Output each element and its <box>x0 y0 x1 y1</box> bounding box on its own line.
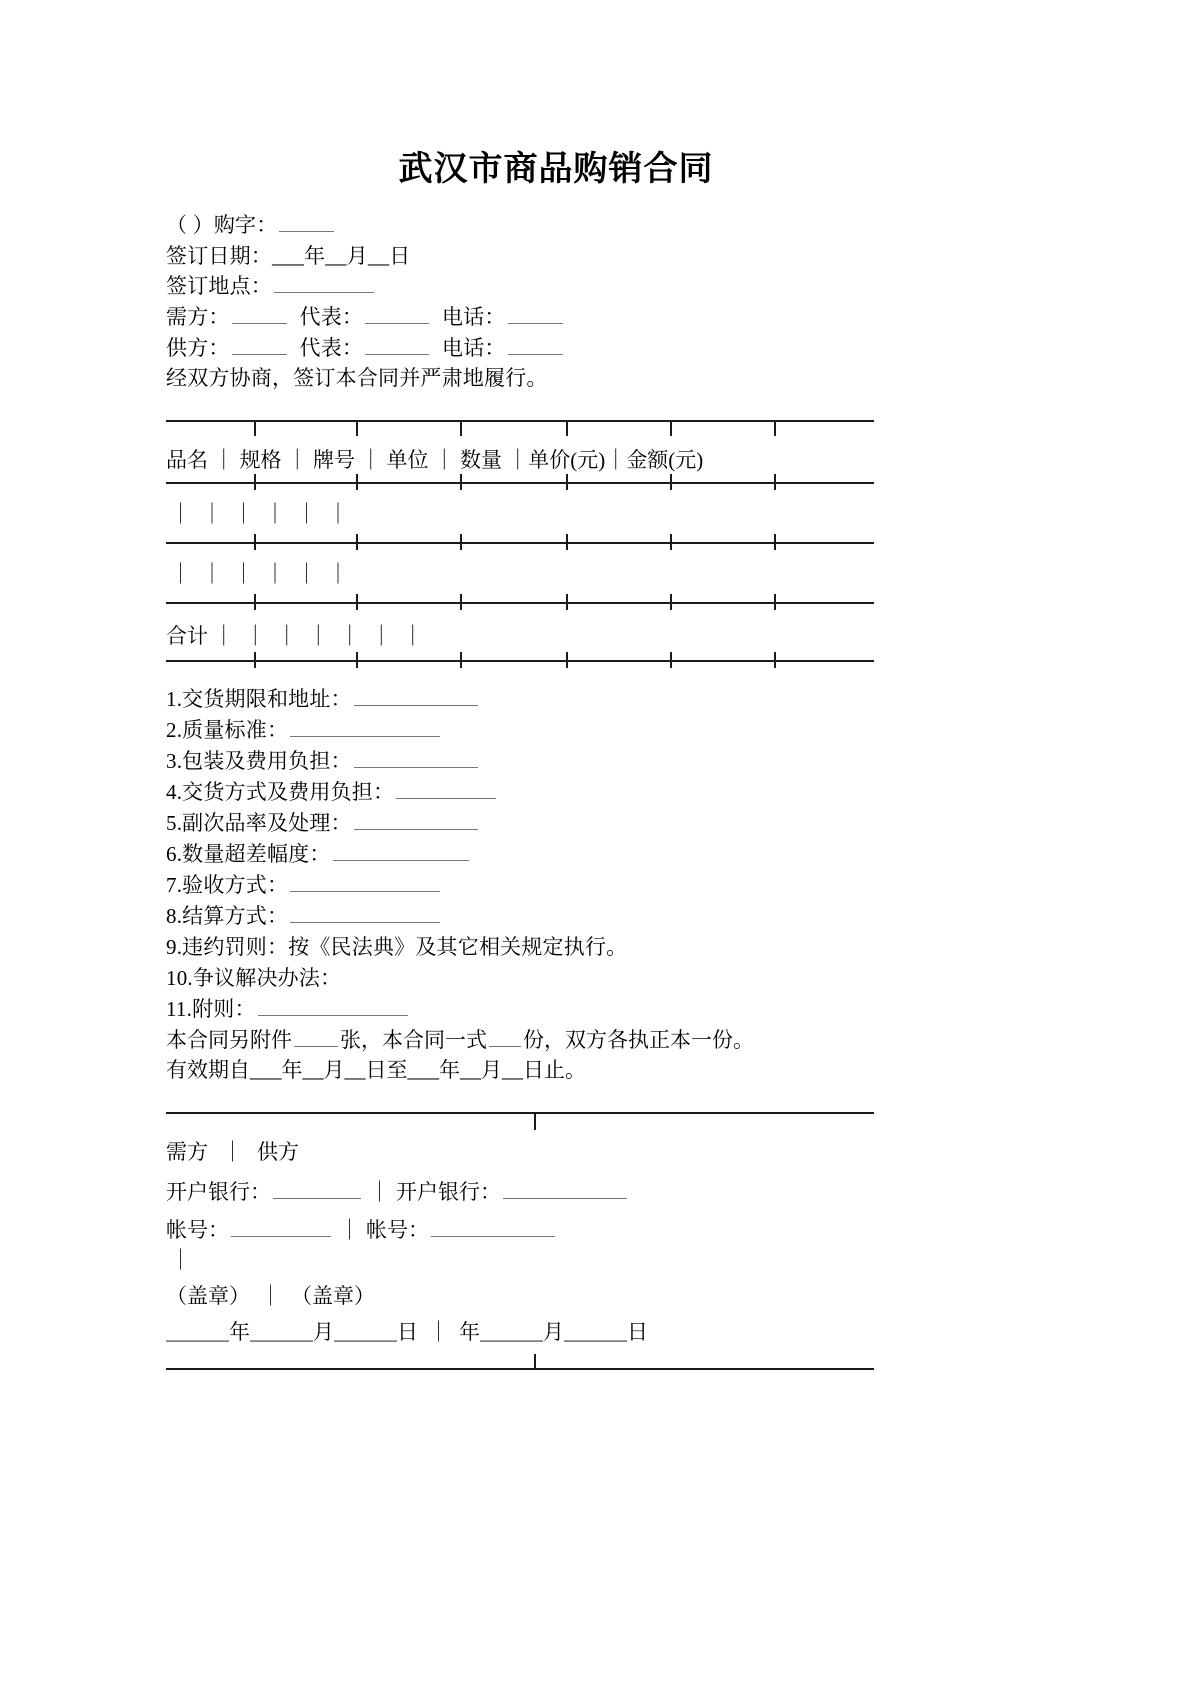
table-tick <box>460 420 462 436</box>
buyer-account-blank[interactable] <box>231 1218 331 1237</box>
term-number: 8. <box>166 903 183 928</box>
buyer-phone-label: 电话： <box>442 304 506 329</box>
table-tick <box>670 652 672 668</box>
spacer <box>431 336 442 360</box>
table-tick <box>566 420 568 436</box>
contract-terms <box>166 684 1046 1025</box>
spacer <box>289 336 300 360</box>
table-tick <box>460 594 462 610</box>
buyer-row <box>166 302 1046 333</box>
table-tick <box>566 652 568 668</box>
account-divider: ｜ <box>339 1217 360 1242</box>
term-label: 争议解决办法： <box>192 965 342 990</box>
seller-row <box>166 333 1046 364</box>
term-blank[interactable] <box>354 687 478 706</box>
spacer <box>289 305 300 329</box>
seller-label: 供方： <box>166 335 230 360</box>
term-item <box>166 746 1046 777</box>
signature-parties-row <box>166 1139 299 1164</box>
term-item <box>166 994 1046 1025</box>
seller-bank-blank[interactable] <box>503 1180 627 1199</box>
seller-date[interactable]: 年＿＿＿月＿＿＿日 <box>459 1319 648 1344</box>
attachments-suffix: 份，双方各执正本一份。 <box>523 1027 754 1052</box>
term-blank[interactable] <box>290 718 440 737</box>
bank-divider: ｜ <box>369 1179 390 1204</box>
sign-place-blank[interactable] <box>274 274 374 293</box>
table-tick <box>254 420 256 436</box>
sign-date-row <box>166 241 1046 272</box>
seller-rep-label: 代表： <box>299 335 364 360</box>
signature-rule-bottom <box>166 1368 874 1370</box>
term-label: 包装及费用负担： <box>182 748 352 773</box>
table-tick <box>254 534 256 550</box>
term-label: 交货期限和地址： <box>182 686 352 711</box>
table-tick <box>566 474 568 490</box>
table-tick <box>254 474 256 490</box>
table-rule-bottom <box>166 660 874 662</box>
table-tick <box>670 534 672 550</box>
table-tick <box>356 594 358 610</box>
table-tick <box>460 534 462 550</box>
term-item <box>166 808 1046 839</box>
table-tick <box>566 594 568 610</box>
term-blank[interactable] <box>333 842 469 861</box>
buyer-date[interactable]: ＿＿＿年＿＿＿月＿＿＿日 <box>166 1319 418 1344</box>
table-tick <box>774 474 776 490</box>
seller-phone-label: 电话： <box>442 335 506 360</box>
term-label: 附则： <box>192 996 256 1021</box>
table-row[interactable]: ｜ ｜ ｜ ｜ ｜ ｜ <box>170 561 349 586</box>
term-number: 4. <box>166 779 183 804</box>
term-blank[interactable] <box>258 997 408 1016</box>
contract-number-label: （ ）购字： <box>166 213 278 238</box>
term-blank[interactable] <box>354 811 478 830</box>
sign-date-value[interactable]: ___年__月__日 <box>272 243 411 268</box>
attachments-paragraph <box>166 1025 1046 1056</box>
term-blank[interactable] <box>354 749 478 768</box>
attachments-prefix: 本合同另附件 <box>166 1027 292 1052</box>
buyer-rep-label: 代表： <box>299 304 364 329</box>
table-tick <box>254 594 256 610</box>
table-tick <box>774 420 776 436</box>
lone-divider: ｜ <box>170 1247 191 1272</box>
buyer-phone-blank[interactable] <box>508 305 563 324</box>
signature-seal-row <box>166 1283 375 1308</box>
table-tick <box>670 420 672 436</box>
copies-count-blank[interactable] <box>489 1028 521 1047</box>
term-item <box>166 901 1046 932</box>
contract-number-row <box>166 210 1046 241</box>
term-number: 1. <box>166 686 183 711</box>
table-tick <box>774 652 776 668</box>
signature-divider-tick <box>534 1114 536 1130</box>
table-tick <box>356 474 358 490</box>
buyer-label: 需方： <box>166 304 230 329</box>
term-item <box>166 715 1046 746</box>
term-item <box>166 932 1046 963</box>
table-tick <box>670 474 672 490</box>
term-number: 11. <box>166 996 193 1021</box>
term-label: 质量标准： <box>182 717 289 742</box>
buyer-bank-blank[interactable] <box>273 1180 361 1199</box>
table-tick <box>774 594 776 610</box>
signature-date-row <box>166 1319 648 1344</box>
term-blank[interactable] <box>396 780 496 799</box>
buyer-seal-label[interactable]: （盖章） <box>166 1283 250 1308</box>
term-item <box>166 684 1046 715</box>
term-number: 9. <box>166 934 183 959</box>
goods-table <box>166 420 874 662</box>
term-number: 2. <box>166 717 183 742</box>
seller-title: 供方 <box>257 1139 299 1164</box>
table-tick <box>566 534 568 550</box>
sign-date-label: 签订日期： <box>166 243 272 268</box>
table-row[interactable]: ｜ ｜ ｜ ｜ ｜ ｜ <box>170 501 349 526</box>
term-item <box>166 839 1046 870</box>
signature-account-row <box>166 1218 557 1241</box>
term-blank[interactable] <box>290 904 440 923</box>
spacer <box>431 305 442 329</box>
table-tick <box>356 420 358 436</box>
table-rule <box>166 542 874 544</box>
table-rule-top <box>166 420 874 422</box>
seller-account-blank[interactable] <box>431 1218 555 1237</box>
table-header-row: 品名 ｜ 规格 ｜ 牌号 ｜ 单位 ｜ 数量 ｜单价(元)｜金额(元) <box>166 447 704 472</box>
table-tick <box>774 534 776 550</box>
buyer-title: 需方 <box>166 1139 208 1164</box>
buyer-account-label: 帐号： <box>166 1217 229 1242</box>
table-rule <box>166 602 874 604</box>
seller-phone-blank[interactable] <box>508 336 563 355</box>
party-divider: ｜ <box>222 1139 243 1164</box>
sign-place-label: 签订地点： <box>166 274 272 299</box>
page-title: 武汉市商品购销合同 <box>398 151 714 188</box>
term-label: 交货方式及费用负担： <box>182 779 395 804</box>
signature-divider-row <box>166 1247 191 1272</box>
term-label: 结算方式： <box>182 903 289 928</box>
contract-header <box>166 210 1046 394</box>
term-blank[interactable] <box>290 873 440 892</box>
attachments-mid: 张，本合同一式 <box>340 1027 487 1052</box>
sign-place-row <box>166 271 1046 302</box>
signature-divider-tick-bottom <box>534 1354 536 1370</box>
seller-rep-blank[interactable] <box>365 336 429 355</box>
table-tick <box>460 652 462 668</box>
term-item <box>166 963 1046 994</box>
table-tick <box>254 652 256 668</box>
term-label: 副次品率及处理： <box>182 810 352 835</box>
term-number: 10. <box>166 965 193 990</box>
signature-rule-top <box>166 1112 874 1114</box>
attachments-count-blank[interactable] <box>294 1028 338 1047</box>
contract-number-blank[interactable] <box>279 213 334 232</box>
date-divider: ｜ <box>428 1319 449 1344</box>
term-label: 违约罚则：按《民法典》及其它相关规定执行。 <box>182 934 628 959</box>
validity-paragraph: 有效期自___年__月__日至___年__月__日止。 <box>166 1058 586 1083</box>
buyer-rep-blank[interactable] <box>365 305 429 324</box>
signature-bank-row <box>166 1180 629 1203</box>
term-number: 7. <box>166 872 183 897</box>
seller-name-blank[interactable] <box>232 336 287 355</box>
term-item <box>166 777 1046 808</box>
intro-paragraph: 经双方协商，签订本合同并严肃地履行。 <box>166 366 548 391</box>
table-tick <box>356 652 358 668</box>
table-rule <box>166 482 874 484</box>
table-tick <box>670 594 672 610</box>
buyer-bank-label: 开户银行： <box>166 1179 271 1204</box>
seller-seal-label[interactable]: （盖章） <box>291 1283 375 1308</box>
term-number: 6. <box>166 841 183 866</box>
signature-block <box>166 1100 874 1344</box>
term-number: 5. <box>166 810 183 835</box>
term-item <box>166 870 1046 901</box>
table-total-row[interactable]: 合计 ｜ ｜ ｜ ｜ ｜ ｜ ｜ <box>166 623 424 648</box>
buyer-name-blank[interactable] <box>232 305 287 324</box>
seal-divider: ｜ <box>260 1283 281 1308</box>
seller-bank-label: 开户银行： <box>396 1179 501 1204</box>
term-label: 数量超差幅度： <box>182 841 331 866</box>
table-tick <box>356 534 358 550</box>
term-label: 验收方式： <box>182 872 289 897</box>
term-number: 3. <box>166 748 183 773</box>
seller-account-label: 帐号： <box>366 1217 429 1242</box>
document-sheet <box>166 0 1046 1344</box>
table-tick <box>460 474 462 490</box>
